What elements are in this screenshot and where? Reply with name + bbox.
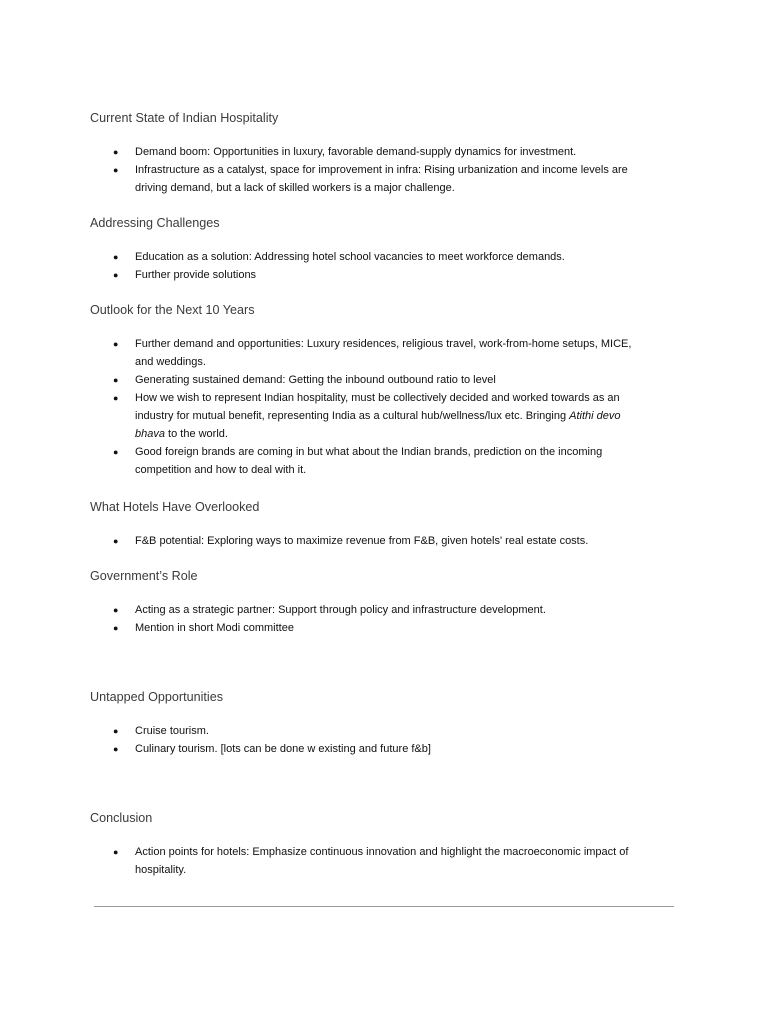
list-item-text-part: to the world. (164, 428, 228, 440)
list-item-text-line: Infrastructure as a catalyst, space for improvement in infra: Rising urbanization and income levels are (135, 164, 628, 176)
section-heading-overlooked: What Hotels Have Overlooked (90, 500, 260, 514)
list-item-text-line: driving demand, but a lack of skilled workers is a major challenge. (135, 182, 455, 194)
bullet-icon: ● (113, 726, 119, 736)
list-item-text-line: Action points for hotels: Emphasize continuous innovation and highlight the macroeconomic impact of (135, 846, 629, 858)
bullet-icon: ● (113, 536, 119, 546)
bullet-icon: ● (113, 605, 119, 615)
bullet-list-addressing-challenges (0, 248, 768, 284)
list-item (0, 161, 768, 197)
list-item (0, 601, 768, 619)
section-heading-current-state: Current State of Indian Hospitality (90, 111, 279, 125)
bullet-icon: ● (113, 375, 119, 385)
list-item-text-part: industry for mutual benefit, representing India as a cultural hub/wellness/lux etc. Bringing (135, 410, 570, 422)
bullet-icon: ● (113, 270, 119, 280)
bullet-icon: ● (113, 339, 119, 349)
list-item (0, 740, 768, 758)
italic-phrase: bhava (135, 428, 165, 440)
list-item-text: Generating sustained demand: Getting the inbound outbound ratio to level (135, 374, 496, 386)
list-item-text: Acting as a strategic partner: Support through policy and infrastructure development. (135, 604, 546, 616)
bullet-list-untapped-opportunities (0, 722, 768, 758)
list-item (0, 371, 768, 389)
list-item-text: F&B potential: Exploring ways to maximize revenue from F&B, given hotels' real estate costs. (135, 535, 589, 547)
italic-phrase: Atithi devo (569, 410, 621, 422)
list-item (0, 248, 768, 266)
bullet-icon: ● (113, 447, 119, 457)
bullet-icon: ● (113, 393, 119, 403)
list-item-text: Cruise tourism. (135, 725, 209, 737)
list-item-text-line: Good foreign brands are coming in but what about the Indian brands, prediction on the incoming (135, 446, 603, 458)
list-item (0, 335, 768, 371)
list-item-text-line: and weddings. (135, 356, 206, 368)
list-item-text: Demand boom: Opportunities in luxury, favorable demand-supply dynamics for investment. (135, 146, 577, 158)
bullet-icon: ● (113, 147, 119, 157)
bullet-icon: ● (113, 623, 119, 633)
list-item-text: Mention in short Modi committee (135, 622, 294, 634)
list-item-text-line (135, 407, 675, 425)
list-item-text-line: Further demand and opportunities: Luxury residences, religious travel, work-from-home setups, MICE, (135, 338, 632, 350)
bullet-list-current-state (0, 143, 768, 197)
list-item (0, 389, 768, 443)
bullet-list-overlooked (0, 532, 768, 550)
list-item-text-line: competition and how to deal with it. (135, 464, 307, 476)
bullet-list-conclusion (0, 843, 768, 879)
list-item-text: Culinary tourism. [lots can be done w existing and future f&b] (135, 743, 431, 755)
list-item (0, 532, 768, 550)
bullet-icon: ● (113, 847, 119, 857)
bullet-list-outlook (0, 335, 768, 479)
list-item (0, 843, 768, 879)
horizontal-divider (94, 906, 674, 907)
list-item (0, 443, 768, 479)
section-heading-outlook: Outlook for the Next 10 Years (90, 303, 255, 317)
section-heading-government-role: Government’s Role (90, 569, 198, 583)
section-heading-untapped-opportunities: Untapped Opportunities (90, 690, 224, 704)
bullet-icon: ● (113, 744, 119, 754)
list-item (0, 266, 768, 284)
bullet-list-government-role (0, 601, 768, 637)
section-heading-conclusion: Conclusion (90, 811, 153, 825)
list-item-text-line (135, 425, 675, 443)
list-item-text-line: How we wish to represent Indian hospitality, must be collectively decided and worked towards as an (135, 392, 620, 404)
bullet-icon: ● (113, 165, 119, 175)
list-item-text: Further provide solutions (135, 269, 257, 281)
list-item-text: Education as a solution: Addressing hotel school vacancies to meet workforce demands. (135, 251, 565, 263)
list-item-text-line: hospitality. (135, 864, 187, 876)
list-item (0, 143, 768, 161)
bullet-icon: ● (113, 252, 119, 262)
list-item (0, 619, 768, 637)
list-item (0, 722, 768, 740)
section-heading-addressing-challenges: Addressing Challenges (90, 216, 220, 230)
